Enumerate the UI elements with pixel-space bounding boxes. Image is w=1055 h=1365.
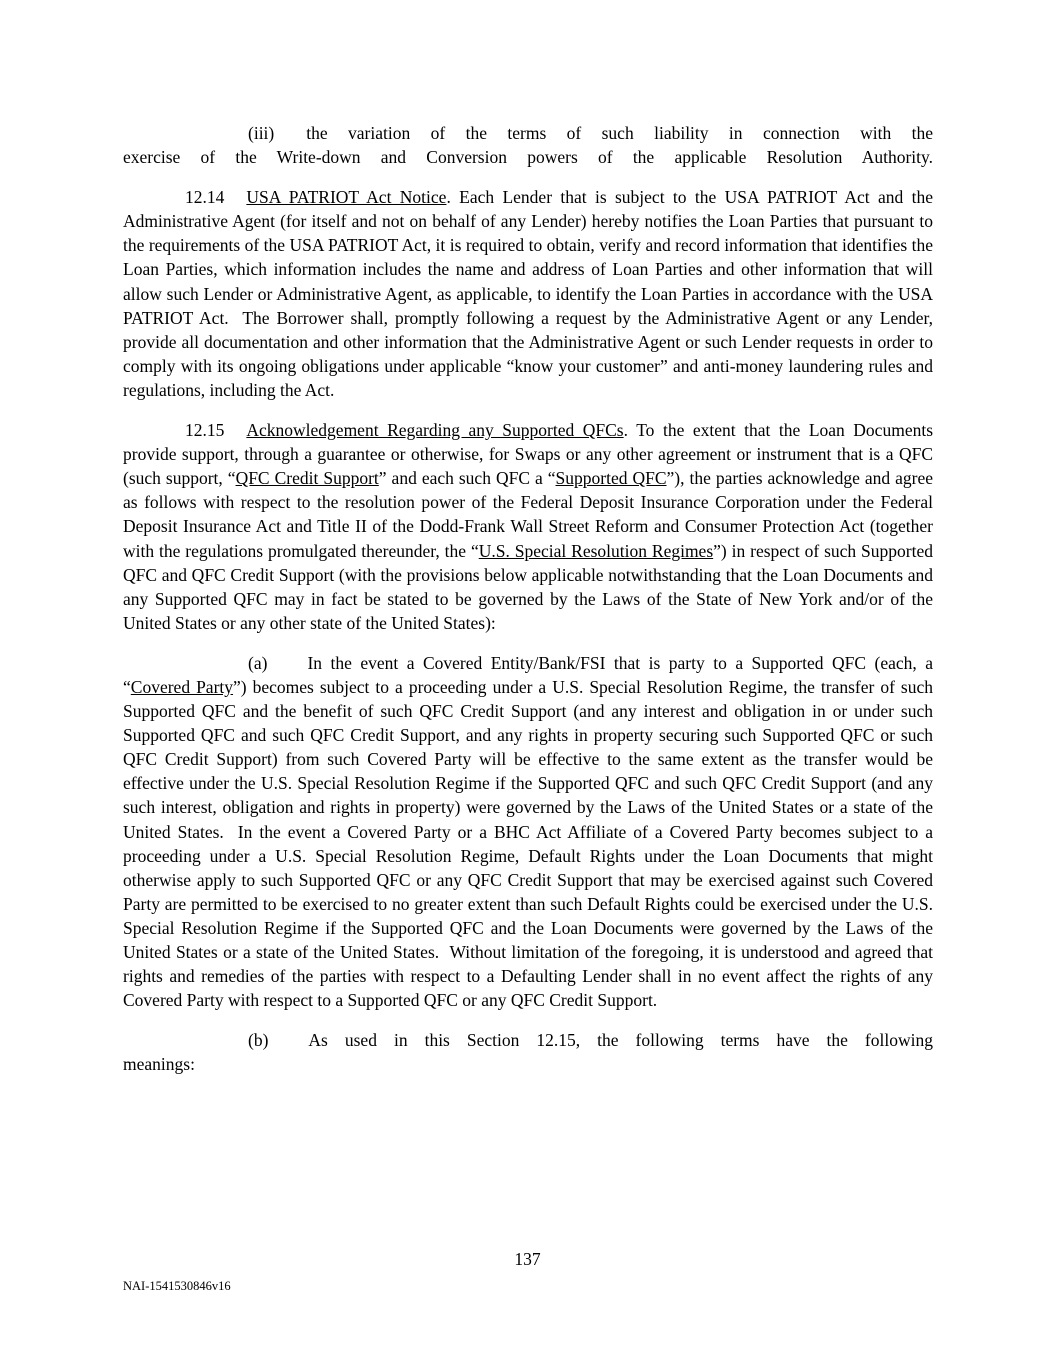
text-run: ”) in respect of such Supported QFC and QFC Credit Support (with the provisions below applicable notwithstanding that the Loan Documents and any Supported QFC may in fact be stated to be governed by the Laws of the State of New York and/or of the United States or any other state of the United States): (123, 540, 933, 633)
text-run: ”), the parties acknowledge and agree as follows with respect to the resolution power of the Federal Deposit Insurance Corporation under the Federal Deposit Insurance Act and Title II of the Dodd-Frank Wall Street Reform and Consumer Protection Act (together with the regulations promulgated thereunder, the “ (123, 468, 933, 561)
underlined-term: Acknowledgement Regarding any Supported QFCs (246, 420, 624, 441)
clause-a (123, 651, 933, 1012)
section-12-14 (123, 185, 933, 402)
clause-iii (123, 121, 933, 169)
text-run: 12.14 (185, 187, 225, 208)
text-run: As used in this Section 12.15, the following terms have the following (308, 1030, 933, 1051)
underlined-term: Supported QFC (555, 468, 667, 489)
text-run: 12.15 (185, 420, 225, 441)
clause-b (123, 1028, 933, 1076)
text-run: (iii) (248, 123, 275, 143)
underlined-term: Covered Party (130, 676, 234, 697)
underlined-term: USA PATRIOT Act Notice (246, 187, 447, 208)
tab-spacer (274, 138, 306, 139)
text-run: In the event a Covered Entity/Bank/FSI that is party to a Supported QFC (each, a “ (123, 652, 933, 697)
document-id-footer: NAI-1541530846v16 (123, 1279, 231, 1293)
text-run: ” and each such QFC a “ (378, 468, 556, 489)
text-run: . To the extent that the Loan Documents provide support, through a guarantee or otherwise, for Swaps or any other agreement or instrument that is a QFC (such support, “ (123, 420, 934, 489)
text-run: (a) (248, 652, 268, 673)
text-run: the variation of the terms of such liability in connection with the (306, 123, 933, 143)
tab-spacer (267, 668, 307, 669)
tab-spacer (224, 202, 246, 203)
page-number: 137 (514, 1249, 541, 1269)
underlined-term: U.S. Special Resolution Regimes (478, 540, 714, 561)
text-run: ”) becomes subject to a proceeding under a U.S. Special Resolution Regime, the transfer of such Supported QFC and the benefit of such QFC Credit Support (and any interest and obligation in or under such Supported QFC and such QFC Credit Support, and any rights in property securing such Supported QFC or such QFC Credit Support) from such Covered Party will be effective to the same extent as the transfer would be effective under the U.S. Special Resolution Regime if the Supported QFC and such QFC Credit Support (and any such interest, obligation and rights in property) were governed by the Laws of the United States or a state of the United States. In the event a Covered Party or a BHC Act Affiliate of a Covered Party becomes subject to a proceeding under a U.S. Special Resolution Regime, Default Rights under the Loan Documents that might otherwise apply to such Supported QFC or any QFC Credit Support that may be exercised against such Covered Party are permitted to be exercised to no greater extent than such Default Rights could be exercised under the U.S. Special Resolution Regime if the Supported QFC and the Loan Documents were governed by the Laws of the United States or a state of the United States. Without limitation of the foregoing, it is understood and agreed that rights and remedies of the parties with respect to a Defaulting Lender shall in no event affect the rights of any Covered Party with respect to a Supported QFC or any QFC Credit Support. (123, 676, 933, 1011)
underlined-term: QFC Credit Support (235, 468, 379, 489)
document-body (123, 121, 933, 1092)
text-run: . Each Lender that is subject to the USA PATRIOT Act and the Administrative Agent (for itself and not on behalf of any Lender) hereby notifies the Loan Parties that pursuant to the requirements of the USA PATRIOT Act, it is required to obtain, verify and record information that identifies the Loan Parties, which information includes the name and address of Loan Parties and other information that will allow such Lender or Administrative Agent, as applicable, to identify the Loan Parties in accordance with the USA PATRIOT Act. The Borrower shall, promptly following a request by the Administrative Agent or any Lender, provide all documentation and other information that the Administrative Agent or such Lender requests in order to comply with its ongoing obligations under applicable “know your customer” and anti-money laundering rules and regulations, including the Act. (123, 187, 933, 400)
tab-spacer (224, 435, 246, 436)
text-run: meanings: (123, 1054, 195, 1075)
section-12-15 (123, 418, 933, 635)
text-run: (b) (248, 1030, 269, 1051)
text-run: exercise of the Write-down and Conversion powers of the applicable Resolution Authority. (123, 147, 933, 168)
tab-spacer (268, 1045, 308, 1046)
